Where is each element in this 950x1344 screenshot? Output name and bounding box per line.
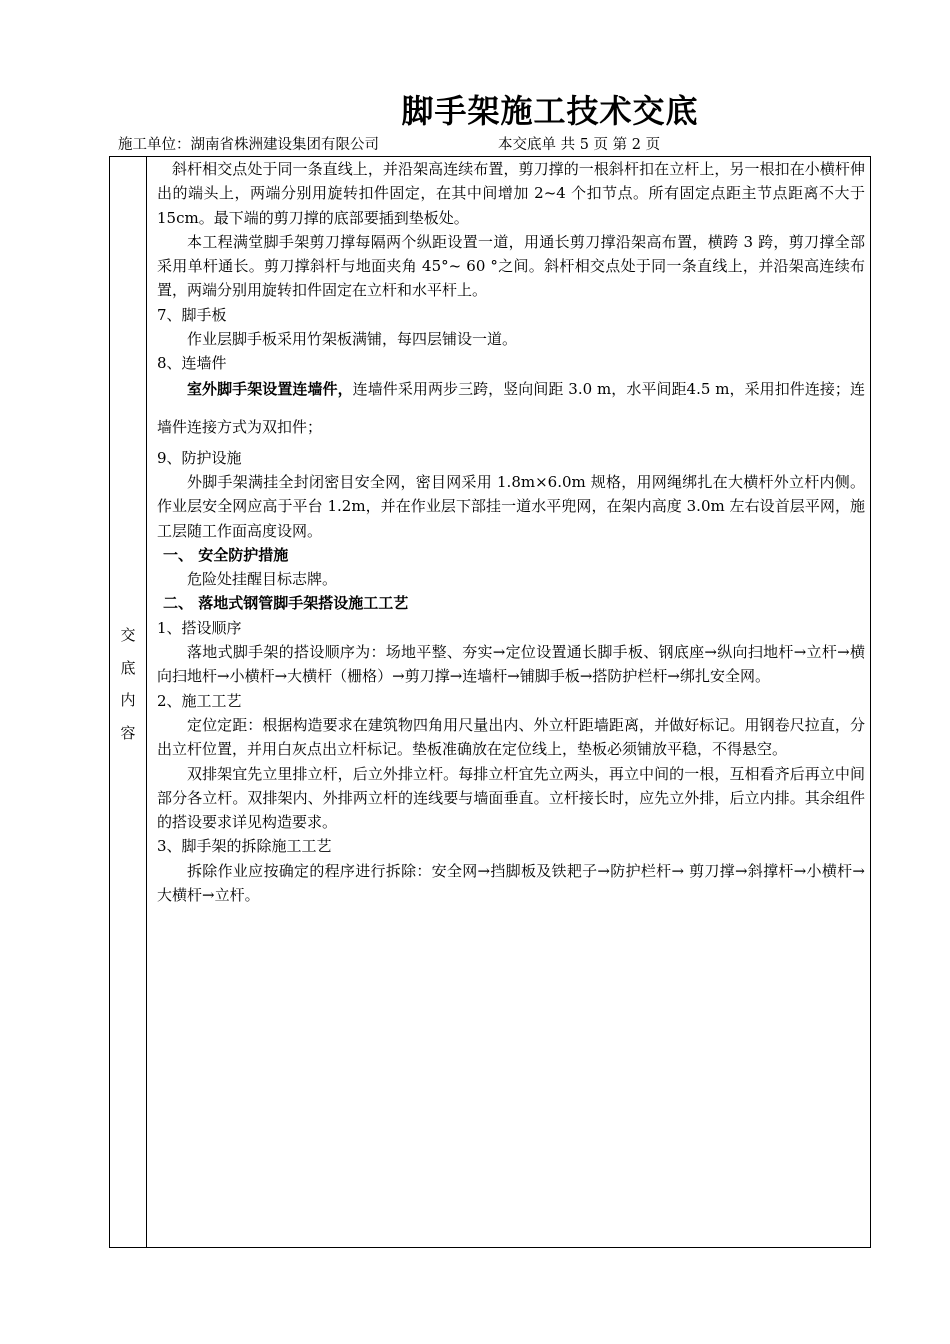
paragraph-wall-ties	[157, 370, 865, 446]
document-title: 脚手架施工技术交底	[401, 92, 699, 130]
construction-unit: 施工单位：湖南省株洲建设集团有限公司	[118, 137, 379, 153]
label-column	[110, 157, 147, 1247]
label-char: 交	[120, 626, 136, 644]
paragraph-bracing-joints: 斜杆相交点处于同一条直线上，并沿架高连续布置，剪刀撑的一根斜杆扣在立杆上，另一根扣在小横杆伸出的端头上，两端分别用旋转扣件固定，在其中间增加 2~4 个扣节点。所有固定点距主节点距离不大于 15cm。最下端的剪刀撑的底部要插到垫板处。	[157, 160, 865, 227]
paragraph-erection-sequence: 落地式脚手架的搭设顺序为：场地平整、夯实→定位设置通长脚手板、钢底座→纵向扫地杆→立杆→横向扫地杆→小横杆→大横杆（栅格）→剪刀撑→连墙杆→铺脚手板→搭防护栏杆→绑扎安全网。	[157, 643, 865, 686]
paragraph-dismantling: 拆除作业应按确定的程序进行拆除：安全网→挡脚板及铁耙子→防护栏杆→ 剪刀撑→斜撑杆→小横杆→大横杆→立杆。	[157, 861, 865, 905]
heading-scaffold-board: 7、脚手板	[157, 305, 227, 324]
heading-protection: 9、防护设施	[157, 448, 242, 467]
content-column	[157, 157, 865, 907]
heading-erection-sequence: 1、搭设顺序	[157, 618, 242, 637]
heading-dismantling: 3、脚手架的拆除施工工艺	[157, 837, 332, 856]
wall-ties-emphasis: 室外脚手架设置连墙件，	[187, 379, 353, 398]
document-header	[118, 133, 660, 154]
label-char: 底	[120, 658, 136, 677]
label-char: 内	[120, 691, 136, 710]
paragraph-scaffold-board: 作业层脚手板采用竹架板满铺，每四层铺设一道。	[187, 330, 518, 349]
label-char: 容	[120, 724, 136, 743]
paragraph-full-scaffold-bracing: 本工程满堂脚手架剪刀撑每隔两个纵距设置一道，用通长剪刀撑沿架高布置，横跨 3 跨，剪刀撑全部采用单杆通长。剪刀撑斜杆与地面夹角 45°~ 60 °之间。斜杆相交点处于同一条直线上，并沿架高连续布置，两端分别用旋转扣件固定在立杆和水平杆上。	[157, 232, 865, 300]
paragraph-positioning: 定位定距：根据构造要求在建筑物四角用尺量出内、外立杆距墙距离，并做好标记。用钢卷尺拉直，分出立杆位置，并用白灰点出立杆标记。垫板准确放在定位线上，垫板必须铺放平稳，不得悬空。	[157, 715, 865, 759]
paragraph-double-row: 双排架宜先立里排立杆，后立外排立杆。每排立杆宜先立两头，再立中间的一根，互相看齐后再立中间部分各立杆。双排架内、外排两立杆的连线要与墙面垂直。立杆接长时，应先立外排，后立内排。其余组件的搭设要求详见构造要求。	[157, 764, 865, 832]
section-safety-measures: 一、 安全防护措施	[163, 545, 289, 564]
heading-wall-ties: 8、连墙件	[157, 354, 227, 373]
page-info: 本交底单 共 5 页 第 2 页	[498, 137, 661, 153]
heading-construction-process: 2、施工工艺	[157, 691, 242, 710]
section-floor-scaffold-process: 二、 落地式钢管脚手架搭设施工工艺	[163, 594, 409, 613]
paragraph-protection: 外脚手架满挂全封闭密目安全网，密目网采用 1.8m×6.0m 规格，用网绳绑扎在大横杆外立杆内侧。作业层安全网应高于平台 1.2m，并在作业层下部挂一道水平兜网，在架内高度 3.0m 左右设首层平网，施工层随工作面高度设网。	[157, 472, 865, 540]
disclosure-table	[109, 156, 871, 1248]
wall-ties-text: 连墙件采用两步三跨，竖向间距 3.0 m，水平间距4.5 m，采用扣件连接；连墙件连接方式为双扣件；	[157, 379, 865, 436]
disclosure-content-label	[110, 619, 146, 750]
paragraph-safety-measures: 危险处挂醒目标志牌。	[187, 570, 338, 589]
